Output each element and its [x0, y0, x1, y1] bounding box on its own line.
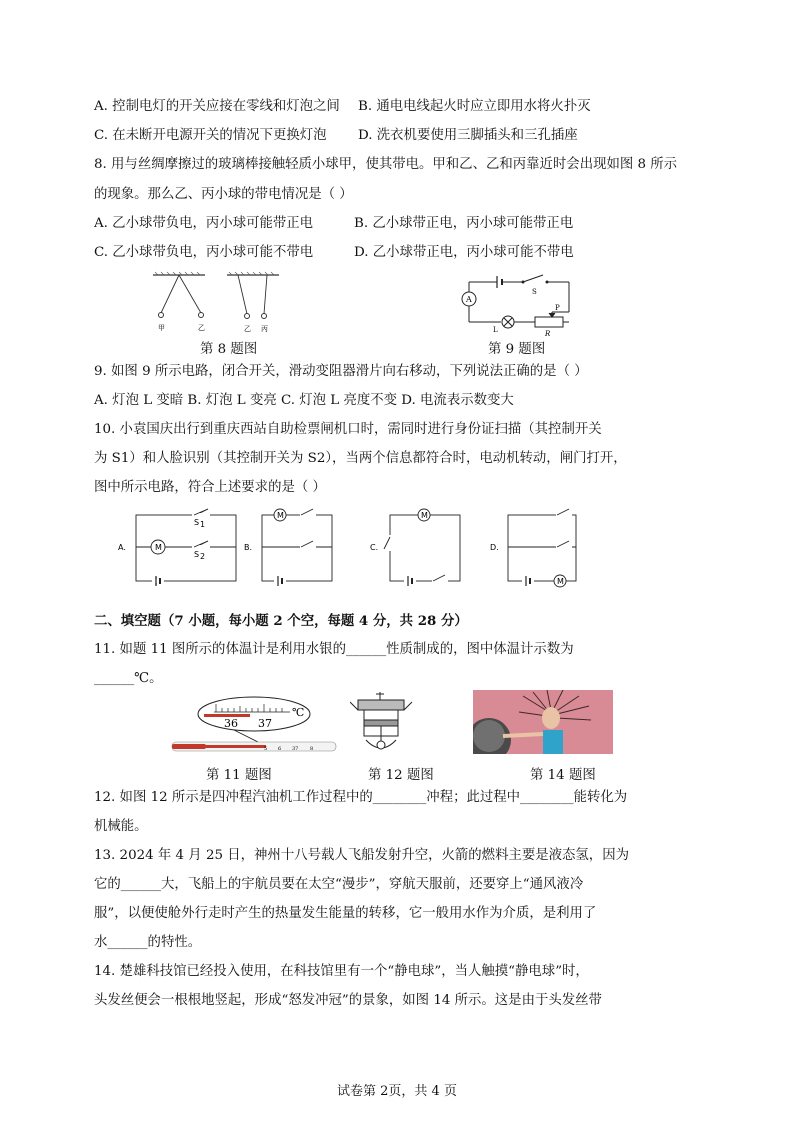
q8-option-c: C. 乙小球带负电，丙小球可能不带电: [94, 245, 314, 260]
ball-label-bing: 丙: [261, 325, 268, 333]
section-2-title: 二、填空题（7 小题，每小题 2 个空，每题 4 分，共 28 分）: [94, 613, 468, 629]
figure-11-thermometer: [170, 694, 338, 756]
q10-stem-line2: 为 S1）和人脸识别（其控制开关为 S2），当两个信息都符合时，电动机转动，闸门打开，: [94, 451, 627, 466]
q13-stem-line4: 水______的特性。: [94, 935, 202, 950]
q9-options: A. 灯泡 L 变暗 B. 灯泡 L 变亮 C. 灯泡 L 亮度不变 D. 电流表示数变大: [94, 393, 514, 408]
figure-9-caption: 第 9 题图: [488, 342, 546, 357]
label-a: A.: [118, 543, 126, 552]
figure-12-engine: [350, 690, 420, 756]
q8-stem-line1: 8. 用与丝绸摩擦过的玻璃棒接触轻质小球甲，使其带电。甲和乙、乙和丙靠近时会出现如图 8 所示: [94, 157, 678, 172]
ball-label-yi-1: 乙: [198, 324, 205, 332]
q8-option-b: B. 乙小球带正电，丙小球可能带正电: [354, 216, 574, 231]
figure-9-circuit: [455, 272, 580, 338]
page-footer: 试卷第 2页，共 4 页: [337, 1084, 457, 1099]
s1-a: S: [194, 518, 200, 527]
lamp-label: L: [493, 326, 498, 334]
q13-stem-line2: 它的______大，飞船上的宇航员要在太空“漫步”，穿航天服前，还要穿上“通风液冷: [94, 877, 584, 892]
svg-text:1: 1: [200, 520, 206, 529]
ball-label-yi-2: 乙: [244, 325, 251, 333]
q14-stem-line1: 14. 楚雄科技馆已经投入使用，在科技馆里有一个“静电球”，当人触摸“静电球”时，: [94, 964, 589, 979]
figure-11-caption: 第 11 题图: [206, 768, 272, 783]
motor-c: M: [421, 511, 428, 520]
thermo-36: 36: [224, 717, 238, 730]
q9-stem: 9. 如图 9 所示电路，闭合开关，滑动变阻器滑片向右移动，下列说法正确的是（ ）: [94, 364, 588, 379]
q10-stem-line1: 10. 小袁国庆出行到重庆西站自助检票闸机口时，需同时进行身份证扫描（其控制开关: [94, 422, 602, 437]
thermo-unit: ℃: [292, 706, 305, 719]
s2-a: S: [194, 550, 200, 559]
label-c: C.: [370, 543, 379, 552]
q8-option-d: D. 乙小球带正电，丙小球可能不带电: [354, 245, 574, 260]
q8-stem-line2: 的现象。那么乙、丙小球的带电情况是（ ）: [94, 187, 353, 202]
label-b: B.: [244, 543, 253, 552]
q13-stem-line3: 服”，以便使舱外行走时产生的热量发生能量的转移，它一般用水作为介质，是利用了: [94, 906, 597, 921]
ball-label-jia: 甲: [158, 324, 165, 332]
motor-a: M: [155, 543, 162, 552]
q7-option-c: C. 在未断开电源开关的情况下更换灯泡: [94, 128, 327, 143]
q12-stem-line2: 机械能。: [94, 819, 148, 834]
motor-b: M: [277, 511, 284, 520]
q10-stem-line3: 图中所示电路，符合上述要求的是（ ）: [94, 480, 326, 495]
circuit-c: [390, 515, 460, 581]
figure-8-charged-balls: [145, 270, 285, 336]
label-d: D.: [490, 543, 499, 552]
motor-d: M: [557, 577, 564, 586]
q11-stem-line2: ______℃。: [94, 671, 163, 686]
thermo-s37: 37: [292, 746, 299, 752]
figure-8-caption: 第 8 题图: [200, 342, 258, 357]
q12-stem-line1: 12. 如图 12 所示是四冲程汽油机工作过程中的________冲程；此过程中________能转化为: [94, 790, 628, 805]
q7-option-d: D. 洗衣机要使用三脚插头和三孔插座: [358, 128, 578, 143]
figure-14-caption: 第 14 题图: [530, 768, 596, 783]
figure-10-circuits: [112, 505, 582, 597]
figure-14-photo: [473, 690, 613, 754]
resistor-label: R: [545, 330, 551, 338]
ammeter-label: A: [466, 295, 472, 304]
svg-text:2: 2: [200, 552, 206, 561]
switch-label: S: [532, 288, 537, 296]
figure-12-caption: 第 12 题图: [368, 768, 434, 783]
q14-stem-line2: 头发丝便会一根根地竖起，形成“怒发冲冠”的景象，如图 14 所示。这是由于头发丝带: [94, 993, 602, 1008]
q7-option-a: A. 控制电灯的开关应接在零线和灯泡之间: [94, 99, 340, 114]
thermo-s36: 6: [278, 746, 282, 752]
thermo-37: 37: [258, 717, 272, 730]
q8-option-a: A. 乙小球带负电，丙小球可能带正电: [94, 216, 314, 231]
q11-stem-line1: 11. 如题 11 图所示的体温计是利用水银的______性质制成的，图中体温计示数为: [94, 642, 574, 657]
slider-label: P: [555, 304, 560, 312]
q7-option-b: B. 通电电线起火时应立即用水将火扑灭: [358, 99, 591, 114]
circuit-b: [262, 515, 332, 581]
thermo-s35: 5: [264, 746, 268, 752]
q13-stem-line1: 13. 2024 年 4 月 25 日，神州十八号载人飞船发射升空，火箭的燃料主要是液态氢，因为: [94, 848, 629, 863]
thermo-s8: 8: [310, 746, 314, 752]
